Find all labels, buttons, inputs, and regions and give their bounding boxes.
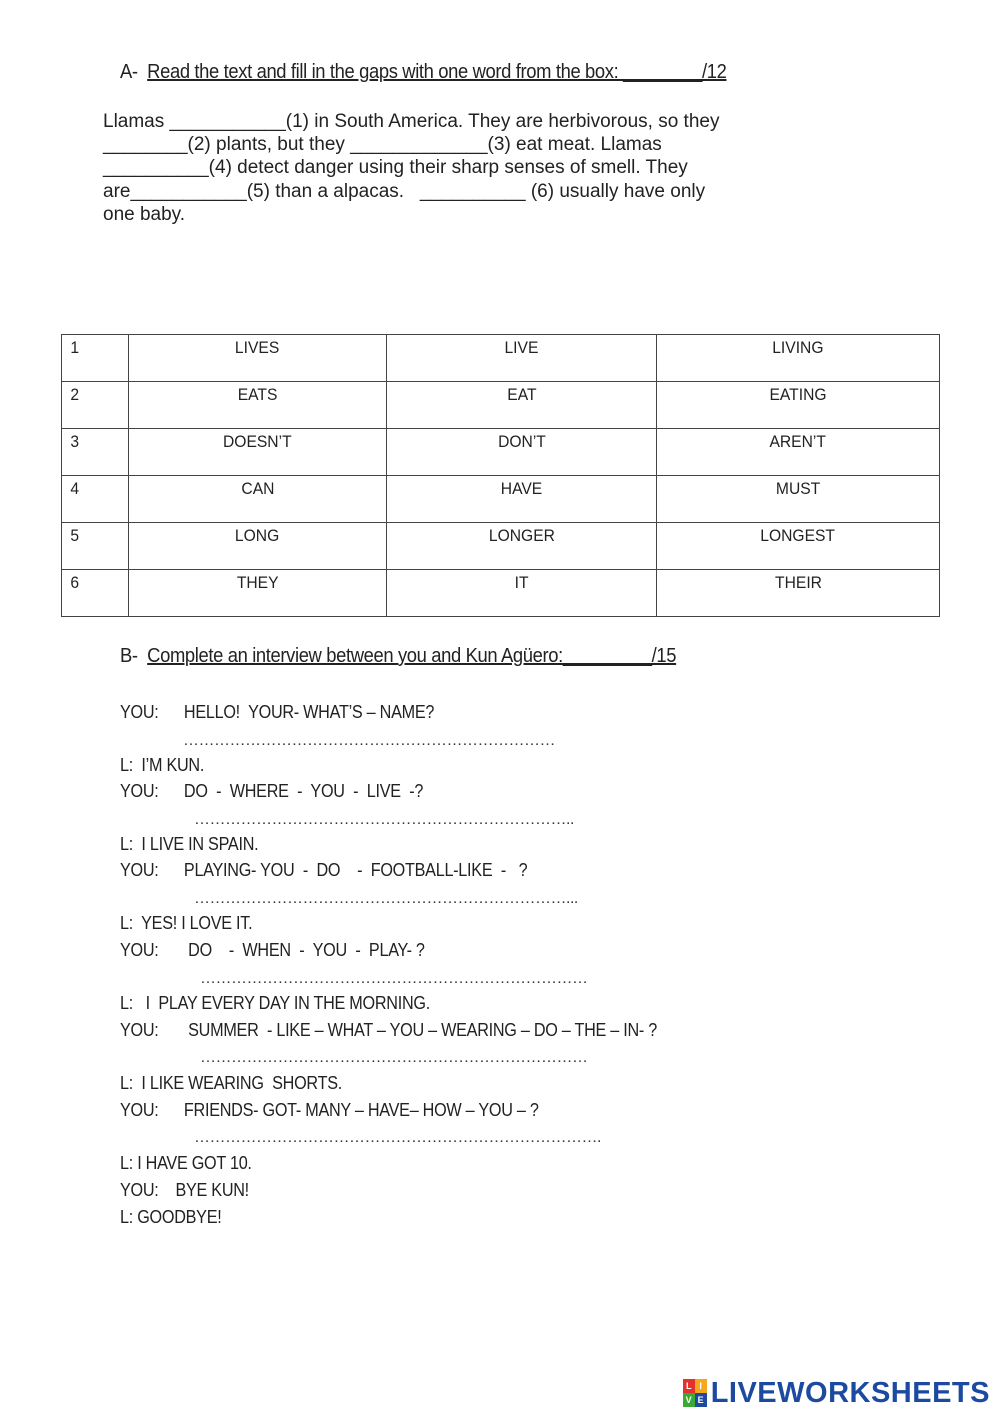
row-number: 2 <box>62 382 129 429</box>
option-cell[interactable]: EATS <box>129 382 387 429</box>
row-number: 1 <box>62 335 129 382</box>
liveworksheets-logo <box>683 1376 990 1410</box>
answer-line[interactable]: ……………………………………………………………… <box>183 732 555 749</box>
section-b-instruction: Complete an interview between you and Kun Agüero:_________/15 <box>147 645 677 667</box>
option-cell[interactable]: CAN <box>129 476 387 523</box>
dialogue-you-line: YOU: BYE KUN! <box>120 1180 249 1200</box>
option-cell[interactable]: LIVES <box>129 335 387 382</box>
dialogue-you-line: YOU: DO - WHERE - YOU - LIVE -? <box>120 781 424 801</box>
dialogue-you-line: YOU: FRIENDS- GOT- MANY – HAVE– HOW – YOU – ? <box>120 1100 539 1120</box>
section-a-instruction: Read the text and fill in the gaps with one word from the box: ________/12 <box>147 61 727 83</box>
table-row <box>62 335 940 382</box>
dialogue-kun-line: L: I’M KUN. <box>120 755 205 775</box>
table-row <box>62 429 940 476</box>
table-row <box>62 382 940 429</box>
option-cell[interactable]: THEIR <box>657 570 940 617</box>
section-a-prefix: A- <box>120 61 138 83</box>
option-cell[interactable]: DOESN’T <box>129 429 387 476</box>
section-b-title <box>120 645 676 668</box>
option-cell[interactable]: DON’T <box>387 429 657 476</box>
row-number: 6 <box>62 570 129 617</box>
option-cell[interactable]: HAVE <box>387 476 657 523</box>
dialogue-kun-line: L: I LIKE WEARING SHORTS. <box>120 1073 342 1093</box>
dialogue-kun-line: L: I PLAY EVERY DAY IN THE MORNING. <box>120 993 430 1013</box>
table-row <box>62 523 940 570</box>
dialogue-kun-line: L: I HAVE GOT 10. <box>120 1153 252 1173</box>
dialogue-kun-line: L: YES! I LOVE IT. <box>120 913 253 933</box>
row-number: 3 <box>62 429 129 476</box>
option-cell[interactable]: LIVE <box>387 335 657 382</box>
logo-text: LIVEWORKSHEETS <box>710 1376 990 1409</box>
section-b-prefix: B- <box>120 645 138 667</box>
option-cell[interactable]: THEY <box>129 570 387 617</box>
dialogue-you-line: YOU: PLAYING- YOU - DO - FOOTBALL-LIKE - ? <box>120 860 528 880</box>
option-cell[interactable]: LONGER <box>387 523 657 570</box>
option-cell[interactable]: IT <box>387 570 657 617</box>
dialogue-you-line: YOU: SUMMER - LIKE – WHAT – YOU – WEARING – DO – THE – IN- ? <box>120 1020 658 1040</box>
answer-line[interactable]: ………………………………………………………………… <box>200 1049 588 1066</box>
answer-line[interactable]: ………………………………………………………………… <box>200 970 588 987</box>
option-cell[interactable]: EATING <box>657 382 940 429</box>
row-number: 4 <box>62 476 129 523</box>
paragraph-line: ________(2) plants, but they _____________(3) eat meat. Llamas <box>103 134 662 156</box>
option-cell[interactable]: LONG <box>129 523 387 570</box>
word-options-table <box>61 334 940 617</box>
section-a-title <box>120 61 727 84</box>
option-cell[interactable]: LIVING <box>657 335 940 382</box>
option-cell[interactable]: AREN’T <box>657 429 940 476</box>
option-cell[interactable]: EAT <box>387 382 657 429</box>
row-number: 5 <box>62 523 129 570</box>
paragraph-line: are___________(5) than a alpacas. __________ (6) usually have only <box>103 180 706 202</box>
paragraph-line: Llamas ___________(1) in South America. They are herbivorous, so they <box>103 111 720 132</box>
option-cell[interactable]: MUST <box>657 476 940 523</box>
paragraph-line: __________(4) detect danger using their sharp senses of smell. They <box>103 157 688 179</box>
paragraph-line: one baby. <box>103 203 186 225</box>
logo-mark-icon: L I V E <box>683 1379 707 1407</box>
dialogue-kun-line: L: I LIVE IN SPAIN. <box>120 834 259 854</box>
answer-line[interactable]: ……………………………………………………………………. <box>194 1129 601 1146</box>
llama-paragraph <box>103 110 783 226</box>
option-cell[interactable]: LONGEST <box>657 523 940 570</box>
dialogue-you-line: YOU: DO - WHEN - YOU - PLAY- ? <box>120 940 425 960</box>
dialogue-you-line: YOU: HELLO! YOUR- WHAT’S – NAME? <box>120 702 435 722</box>
answer-line[interactable]: ………………………………………………………………... <box>194 890 578 907</box>
answer-line[interactable]: ……………………………………………………………….. <box>194 811 574 828</box>
table-row <box>62 476 940 523</box>
table-row <box>62 570 940 617</box>
dialogue-kun-line: L: GOODBYE! <box>120 1207 222 1227</box>
